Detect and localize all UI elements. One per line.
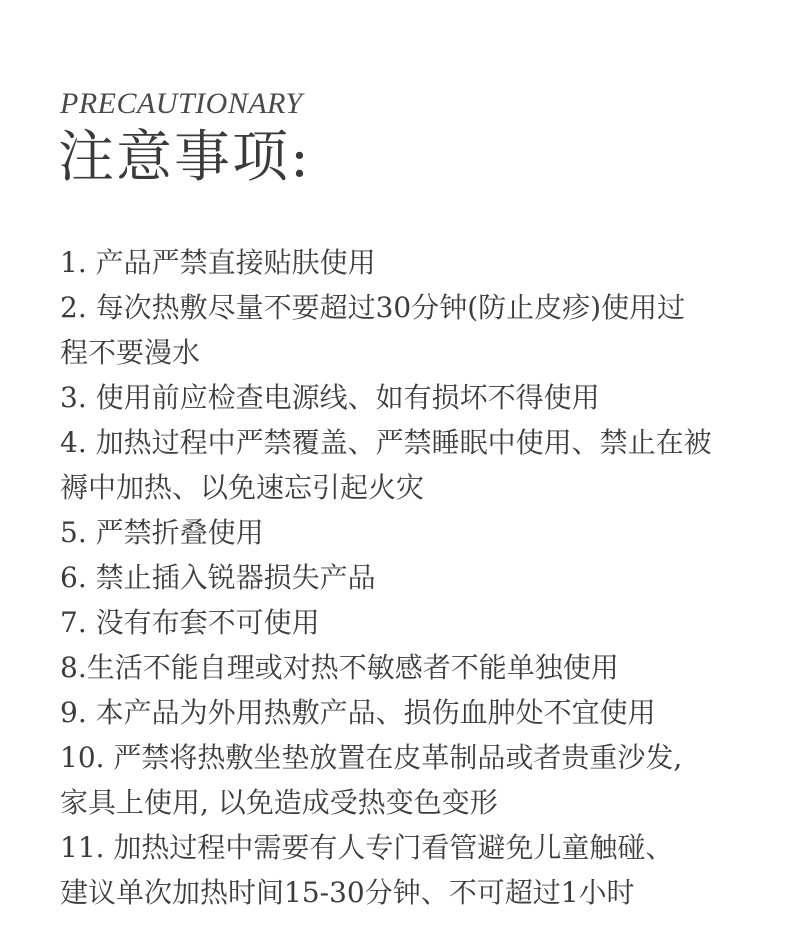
list-item: 家具上使用, 以免造成受热变色变形 [60, 786, 498, 819]
list-item: 6. 禁止插入锐器损失产品 [60, 561, 376, 594]
list-item: 5. 严禁折叠使用 [60, 516, 264, 549]
list-item: 褥中加热、以免速忘引起火灾 [60, 471, 425, 504]
section-eyebrow: PRECAUTIONARY [60, 87, 303, 120]
list-item: 3. 使用前应检查电源线、如有损坏不得使用 [60, 381, 600, 414]
list-item: 程不要漫水 [60, 336, 201, 369]
list-item: 9. 本产品为外用热敷产品、损伤血肿处不宜使用 [60, 696, 656, 729]
list-item: 2. 每次热敷尽量不要超过30分钟(防止皮疹)使用过 [60, 291, 686, 324]
page-title: 注意事项: [58, 125, 311, 190]
list-item: 4. 加热过程中严禁覆盖、严禁睡眠中使用、禁止在被 [60, 426, 712, 459]
list-item: 7. 没有布套不可使用 [60, 606, 320, 639]
precautions-list [60, 240, 730, 915]
list-item: 10. 严禁将热敷坐垫放置在皮革制品或者贵重沙发, [60, 741, 683, 774]
list-item: 建议单次加热时间15-30分钟、不可超过1小时 [60, 876, 635, 909]
list-item: 8.生活不能自理或对热不敏感者不能单独使用 [60, 651, 619, 684]
list-item: 11. 加热过程中需要有人专门看管避免儿童触碰、 [60, 831, 674, 864]
list-item: 1. 产品严禁直接贴肤使用 [60, 246, 376, 279]
